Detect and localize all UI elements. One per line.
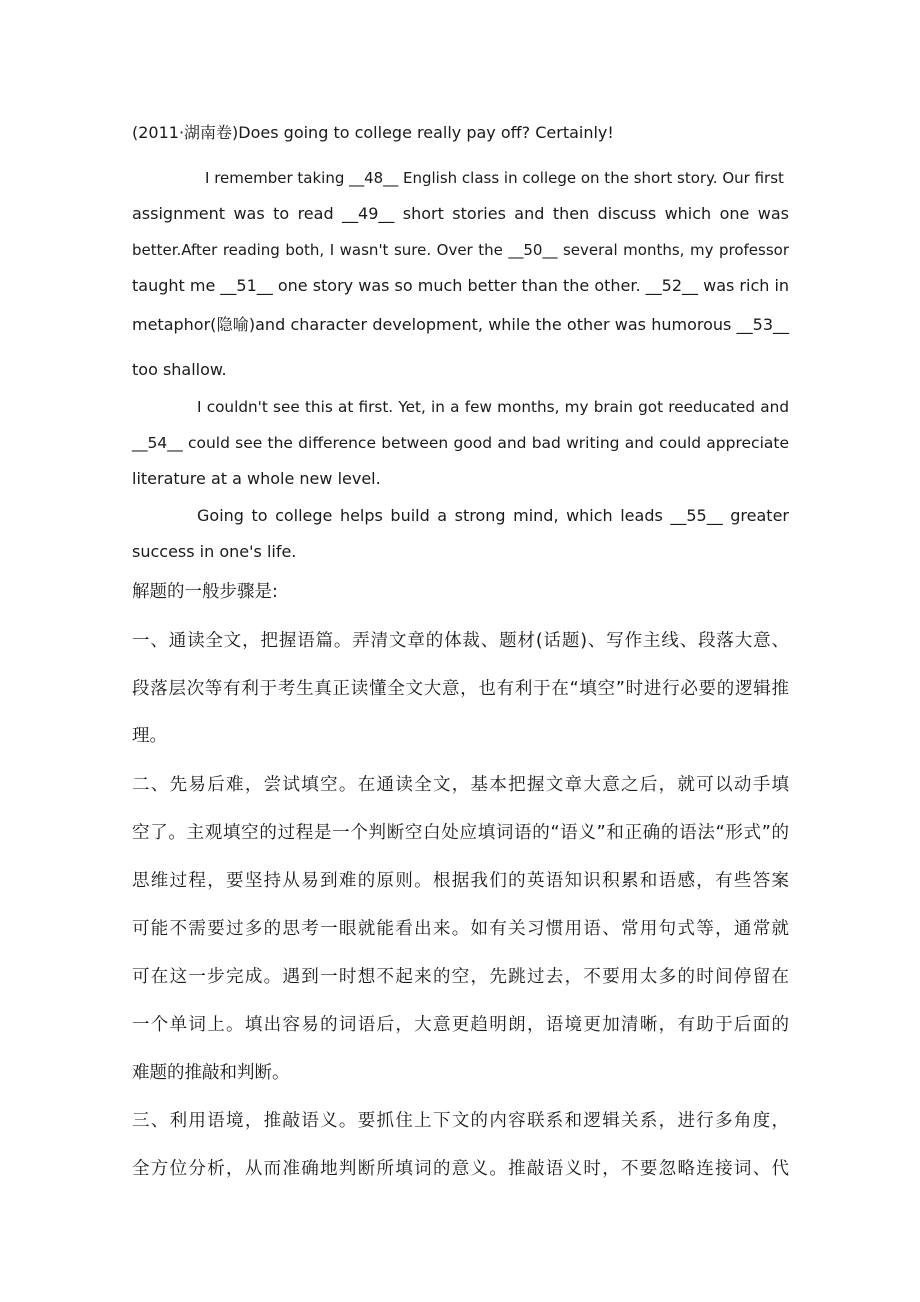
method-step2-line-1: 二、先易后难，尝试填空。在通读全文，基本把握文章大意之后，就可以动手填 bbox=[132, 775, 789, 795]
method-step1-line-2: 段落层次等有利于考生真正读懂全文大意，也有利于在“填空”时进行必要的逻辑推 bbox=[132, 679, 789, 699]
passage-p2-line-1: I couldn't see this at first. Yet, in a few months, my brain got reeducated and bbox=[197, 398, 789, 416]
source-title: (2011·湖南卷)Does going to college really pay off? Certainly! bbox=[132, 123, 614, 142]
method-step2-line-2: 空了。主观填空的过程是一个判断空白处应填词语的“语义”和正确的语法“形式”的 bbox=[132, 823, 789, 843]
passage-p2-line-2: __54__ could see the difference between good and bad writing and could appreciate bbox=[132, 434, 789, 452]
method-heading: 解题的一般步骤是: bbox=[132, 582, 278, 602]
method-step3-line-2: 全方位分析，从而准确地判断所填词的意义。推敲语义时，不要忽略连接词、代 bbox=[132, 1159, 789, 1179]
method-step2-line-3: 思维过程，要坚持从易到难的原则。根据我们的英语知识积累和语感，有些答案 bbox=[132, 871, 789, 891]
passage-p1-line-5: metaphor(隐喻)and character development, while the other was humorous __53__ bbox=[132, 315, 789, 334]
passage-p3-line-2: success in one's life. bbox=[132, 542, 297, 561]
passage-p1-line-3: better.After reading both, I wasn't sure. Over the __50__ several months, my professor bbox=[132, 241, 789, 259]
method-step1-line-3: 理。 bbox=[132, 726, 167, 746]
method-step2-line-5: 可在这一步完成。遇到一时想不起来的空，先跳过去，不要用太多的时间停留在 bbox=[132, 967, 789, 987]
passage-p1-line-6: too shallow. bbox=[132, 360, 227, 379]
method-step2-line-4: 可能不需要过多的思考一眼就能看出来。如有关习惯用语、常用句式等，通常就 bbox=[132, 919, 789, 939]
passage-p1-line-1: I remember taking __48__ English class in college on the short story. Our first bbox=[205, 169, 784, 187]
passage-p3-line-1: Going to college helps build a strong mind, which leads __55__ greater bbox=[197, 506, 789, 525]
passage-p2-line-3: literature at a whole new level. bbox=[132, 469, 381, 488]
method-step1-line-1: 一、通读全文，把握语篇。弄清文章的体裁、题材(话题)、写作主线、段落大意、 bbox=[132, 631, 789, 651]
method-step2-line-6: 一个单词上。填出容易的词语后，大意更趋明朗，语境更加清晰，有助于后面的 bbox=[132, 1015, 789, 1035]
passage-p1-line-2: assignment was to read __49__ short stories and then discuss which one was bbox=[132, 204, 789, 223]
passage-p1-line-4: taught me __51__ one story was so much better than the other. __52__ was rich in bbox=[132, 276, 790, 295]
method-step2-line-7: 难题的推敲和判断。 bbox=[132, 1063, 290, 1083]
method-step3-line-1: 三、利用语境，推敲语义。要抓住上下文的内容联系和逻辑关系，进行多角度， bbox=[132, 1111, 789, 1131]
